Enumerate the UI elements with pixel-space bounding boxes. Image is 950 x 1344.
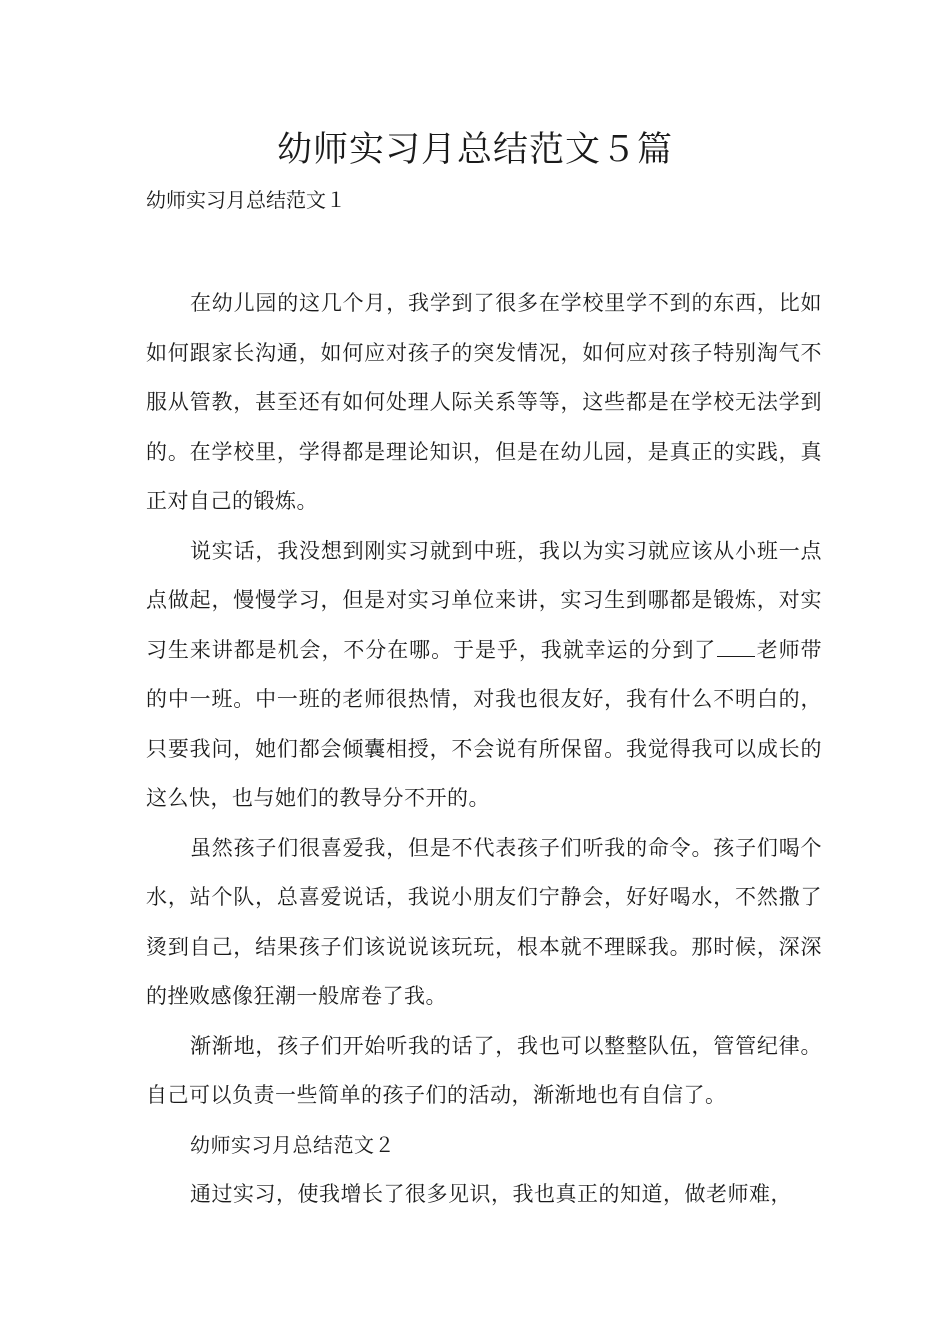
- document-body: [146, 279, 822, 1220]
- paragraph-5: 通过实习，使我增长了很多见识，我也真正的知道，做老师难，: [190, 1182, 792, 1206]
- paragraph-3: 虽然孩子们很喜爱我，但是不代表孩子们听我的命令。孩子们喝个水，站个队，总喜爱说话，我说小朋友们宁静会，好好喝水，不然撒了烫到自己，结果孩子们该说说该玩玩，根本就不理睬我。那时候，深深的挫败感像狂潮一般席卷了我。: [146, 835, 822, 1008]
- paragraph-2-start: 说实话，我没想到刚实习就到中班，我以为实习就应该从小班一点点做起，慢慢学习，但是对实习单位来讲，实习生到哪都是锻炼，对实习生来讲都是机会，不分在哪。于是乎，我就幸运的分到了: [146, 538, 822, 662]
- paragraph-4: 渐渐地，孩子们开始听我的话了，我也可以整整队伍，管管纪律。自己可以负责一些简单的孩子们的活动，渐渐地也有自信了。: [146, 1033, 822, 1107]
- paragraph-1: 在幼儿园的这几个月，我学到了很多在学校里学不到的东西，比如如何跟家长沟通，如何应对孩子的突发情况，如何应对孩子特别淘气不服从管教，甚至还有如何处理人际关系等等，这些都是在学校无法学到的。在学校里，学得都是理论知识，但是在幼儿园，是真正的实践，真正对自己的锻炼。: [146, 291, 822, 513]
- section-heading-2: 幼师实习月总结范文２: [190, 1132, 395, 1157]
- section-heading-1: 幼师实习月总结范文１: [146, 188, 346, 212]
- fill-in-blank: [717, 640, 755, 657]
- paragraph-2: [146, 527, 822, 824]
- paragraph-2-end: 老师带的中一班。中一班的老师很热情，对我也很友好，我有什么不明白的，只要我问，她们都会倾囊相授，不会说有所保留。我觉得我可以成长的这么快，也与她们的教导分不开的。: [146, 637, 823, 810]
- document-title: 幼师实习月总结范文５篇: [276, 130, 673, 170]
